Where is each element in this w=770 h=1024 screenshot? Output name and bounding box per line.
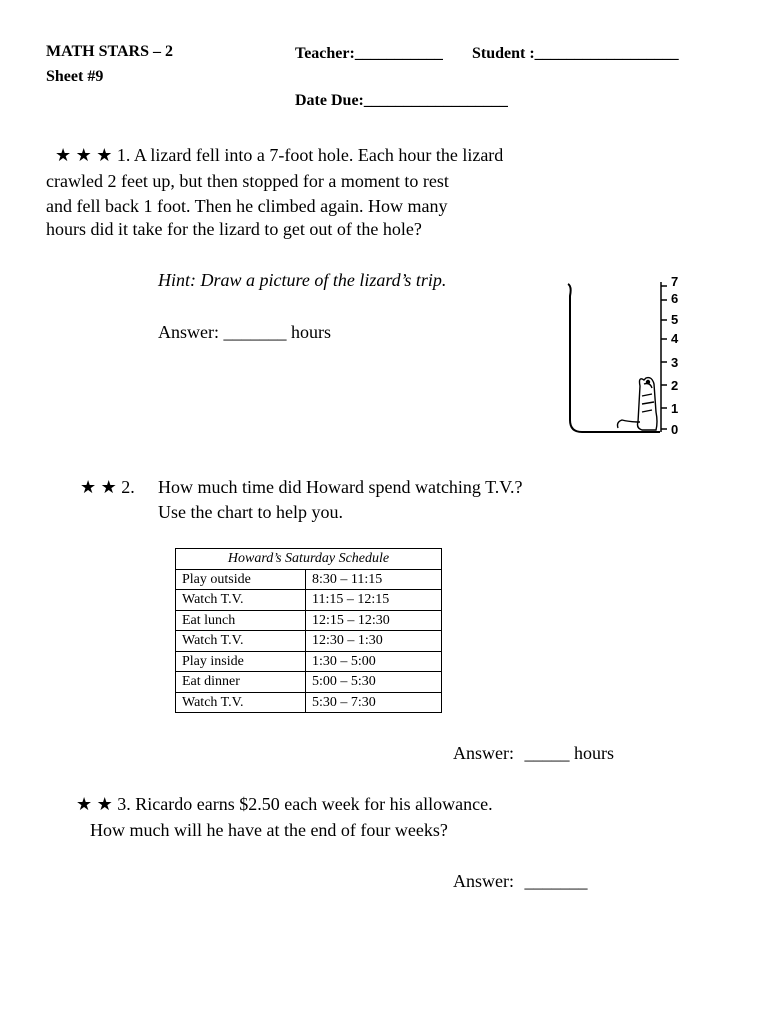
q3-answer (453, 871, 588, 892)
time-cell: 11:15 – 12:15 (306, 590, 442, 611)
q1-stars: ★ ★ ★ (55, 145, 113, 165)
scale-label: 4 (671, 331, 679, 346)
answer-unit: hours (574, 743, 614, 763)
q2-label (80, 477, 135, 498)
time-cell: 5:30 – 7:30 (306, 692, 442, 713)
activity-cell: Eat dinner (176, 672, 306, 693)
worksheet-title: MATH STARS – 2 (46, 43, 173, 60)
student-field: Student :__________________ (472, 45, 679, 62)
activity-cell: Play outside (176, 569, 306, 590)
q2-number: 2. (121, 477, 135, 497)
q1-text-line: hours did it take for the lizard to get out of the hole? (46, 219, 422, 239)
answer-label: Answer: (158, 322, 219, 342)
activity-cell: Eat lunch (176, 610, 306, 631)
table-title: Howard’s Saturday Schedule (176, 549, 442, 570)
q1-text-line: crawled 2 feet up, but then stopped for a moment to rest (46, 171, 449, 191)
answer-blank: _____ (524, 743, 570, 763)
lizard-icon (618, 378, 658, 430)
scale-label: 1 (671, 401, 679, 416)
table-row (176, 590, 442, 611)
scale-label: 3 (671, 355, 679, 370)
activity-cell: Watch T.V. (176, 631, 306, 652)
answer-unit: hours (291, 322, 331, 342)
q1-first-line (55, 145, 503, 166)
date-due-field: Date Due:__________________ (295, 92, 508, 109)
q3-stars: ★ ★ (76, 794, 113, 814)
table-row (176, 631, 442, 652)
time-cell: 5:00 – 5:30 (306, 672, 442, 693)
scale-label: 0 (671, 422, 679, 437)
scale-label: 7 (671, 274, 679, 289)
table-row (176, 692, 442, 713)
scale-label: 2 (671, 378, 679, 393)
sheet-number: Sheet #9 (46, 68, 104, 85)
answer-blank: _______ (524, 871, 588, 891)
teacher-field: Teacher:___________ (295, 45, 443, 62)
time-cell: 12:15 – 12:30 (306, 610, 442, 631)
q1-hint: Hint: Draw a picture of the lizard’s trip. (158, 270, 447, 290)
scale-label: 5 (671, 312, 679, 327)
q3-first-line (76, 794, 493, 815)
q2-stars: ★ ★ (80, 477, 117, 497)
q1-text-line: 1. A lizard fell into a 7-foot hole. Each hour the lizard (116, 145, 504, 165)
time-cell: 12:30 – 1:30 (306, 631, 442, 652)
q1-text-line: and fell back 1 foot. Then he climbed again. How many (46, 196, 448, 216)
activity-cell: Watch T.V. (176, 692, 306, 713)
answer-label: Answer: (453, 871, 514, 891)
activity-cell: Play inside (176, 651, 306, 672)
q2-text-line: Use the chart to help you. (158, 502, 343, 522)
table-row (176, 672, 442, 693)
table-header-row (176, 549, 442, 570)
q3-text-line: How much will he have at the end of four weeks? (90, 820, 448, 840)
q2-text-line: How much time did Howard spend watching T.V.? (158, 477, 523, 497)
table-row (176, 610, 442, 631)
activity-cell: Watch T.V. (176, 590, 306, 611)
time-cell: 1:30 – 5:00 (306, 651, 442, 672)
time-cell: 8:30 – 11:15 (306, 569, 442, 590)
answer-blank: _______ (223, 322, 287, 342)
schedule-table (175, 548, 442, 713)
q2-answer (453, 743, 614, 764)
q3-text-line: 3. Ricardo earns $2.50 each week for his allowance. (117, 794, 493, 814)
table-row (176, 569, 442, 590)
q1-answer (158, 322, 331, 343)
answer-label: Answer: (453, 743, 514, 763)
table-row (176, 651, 442, 672)
scale-label: 6 (671, 291, 679, 306)
